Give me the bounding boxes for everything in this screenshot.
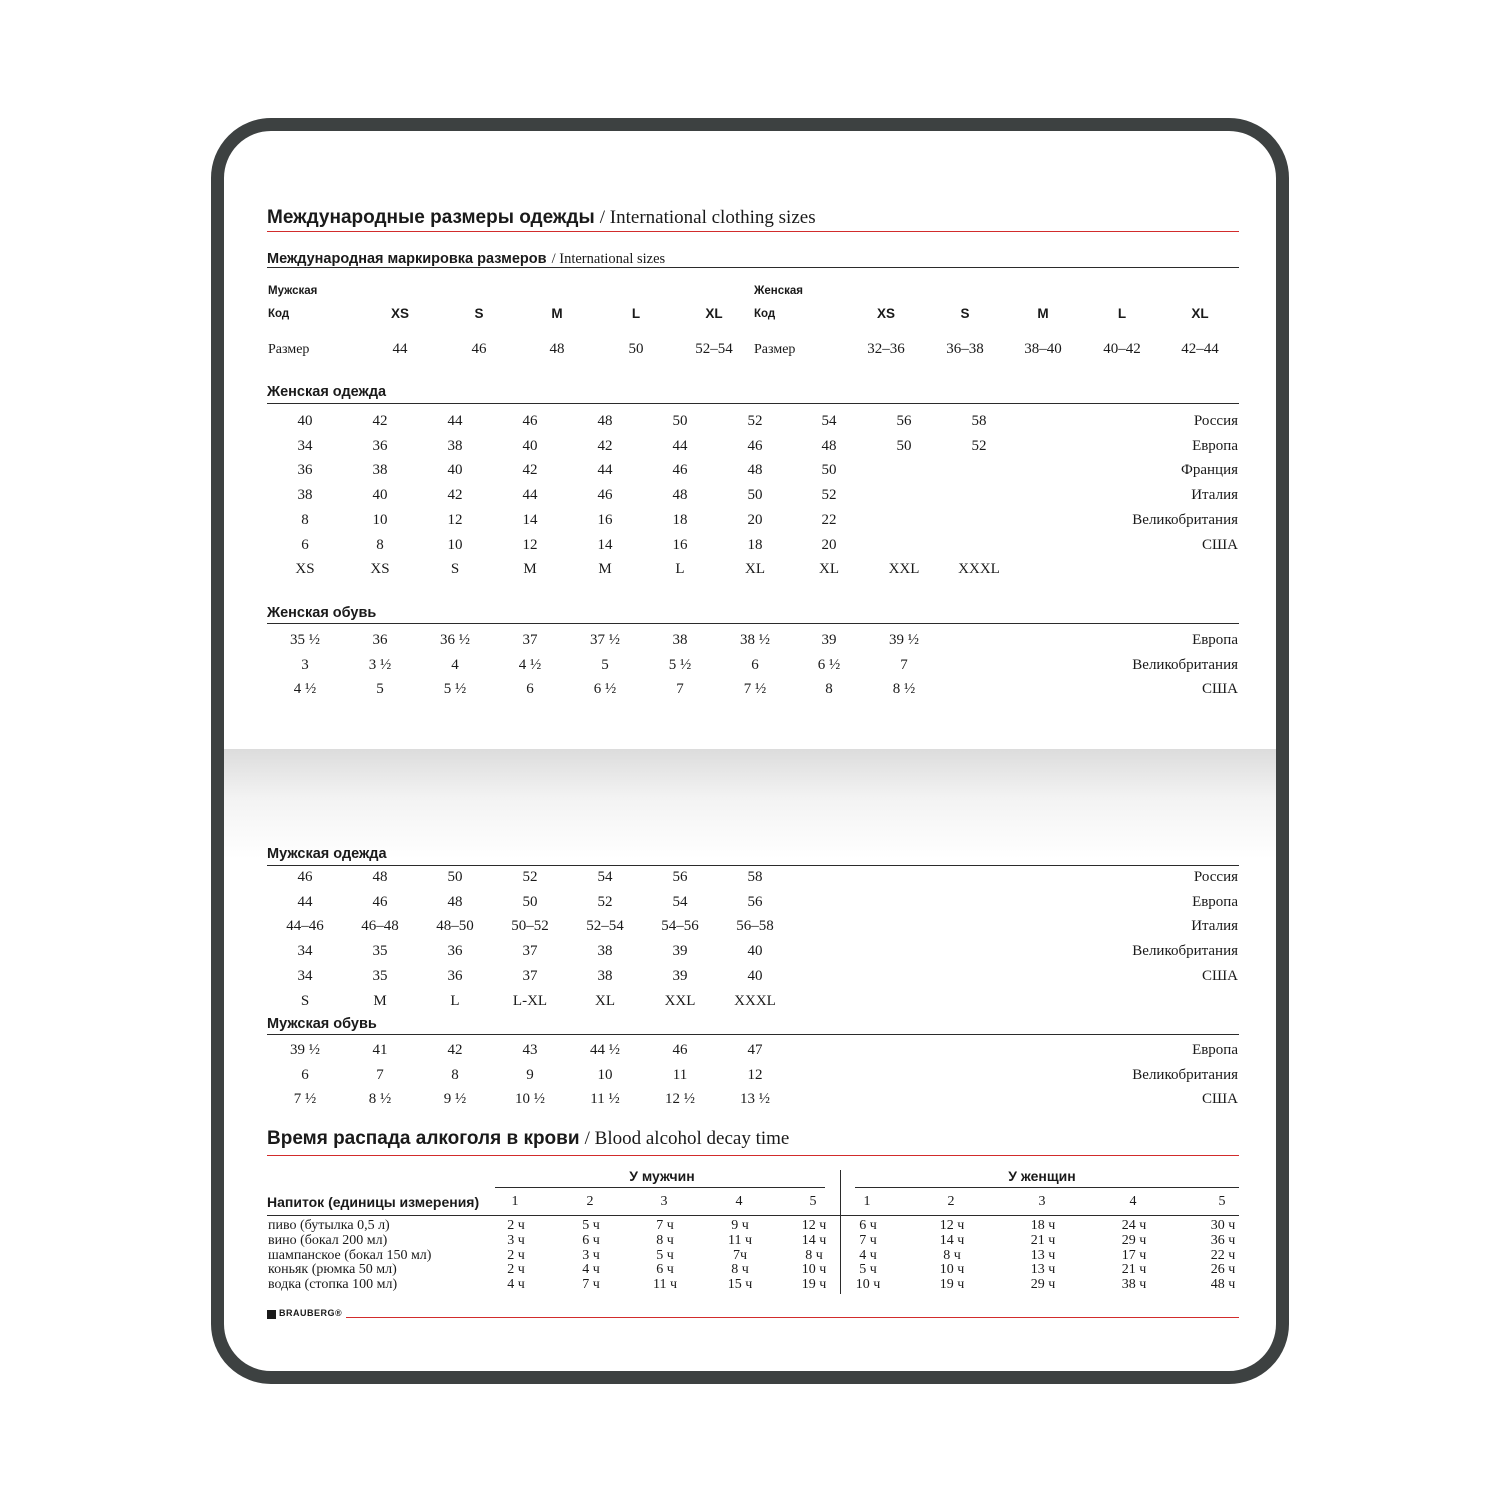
men-clothing-cell: L-XL [512,992,548,1009]
alcohol-women-cell: 10 ч [855,1277,881,1293]
intl-women-size: 32–36 [867,341,905,357]
women-shoes-cell: 3 ½ [368,656,392,673]
men-shoes-cell: 6 [301,1066,309,1083]
alcohol-drink-name: водка (стопка 100 мл) [268,1277,398,1293]
men-clothing-cell: 40 [747,943,763,960]
women-clothing-cell: 46 [597,487,613,504]
women-clothing-cell: 44 [672,437,688,454]
men-clothing-cell: 54 [597,869,613,885]
intl-men-size: 46 [471,341,487,357]
women-shoes-cell: 5 [601,656,609,673]
women-shoes-cell: 8 [825,681,833,698]
intl-women-size: 38–40 [1024,341,1062,357]
women-shoes-cell: 4 ½ [293,681,317,698]
men-clothing-cell: 44 [297,893,313,910]
alcohol-men-cell: 4 ч [582,1262,600,1278]
men-clothing-cell: 56 [747,893,763,910]
alcohol-men-cell: 4 ч [507,1277,525,1293]
men-clothing-cell: 50 [447,869,463,885]
alcohol-title-underline [267,1155,1239,1156]
alcohol-women-cell: 38 ч [1121,1277,1147,1293]
intl-women-code-label: Код [754,308,776,320]
women-clothing-cell: 6 [301,536,309,553]
women-shoes-cell: 4 [451,656,459,673]
alcohol-women-cell: 19 ч [939,1277,965,1293]
alcohol-men-cell: 14 ч [801,1232,827,1248]
men-shoes-cell: 46 [672,1042,688,1058]
alcohol-women-col-header: 3 [1038,1194,1046,1209]
women-clothing-cell: 36 [297,462,313,479]
alcohol-women-cell: 36 ч [1210,1232,1236,1248]
men-clothing-cell: 56 [672,869,688,885]
alcohol-men-col-header: 3 [660,1194,668,1209]
women-clothing-cell: 14 [597,536,613,553]
men-clothing-cell: 35 [372,943,388,960]
alcohol-men-label: У мужчин [629,1168,695,1184]
women-clothing-cell: XXXL [958,561,1000,578]
intl-women-label: Женская [754,285,803,297]
women-clothing-cell: 8 [376,536,384,553]
women-clothing-cell: 46 [522,413,538,429]
alcohol-drink-name: пиво (бутылка 0,5 л) [268,1218,390,1233]
women-clothing-country: Россия [1193,413,1238,429]
alcohol-men-col-header: 2 [586,1194,594,1209]
women-clothing-cell: 34 [297,437,313,454]
women-shoes-cell: 6 ½ [817,656,841,673]
alcohol-men-cell: 7ч [732,1247,748,1263]
page-title [267,207,816,229]
women-shoes-cell: 38 ½ [740,632,770,648]
intl-title-ru: Международная маркировка размеров [267,251,547,267]
title-en: / International clothing sizes [599,207,816,228]
alcohol-women-cell: 21 ч [1121,1262,1147,1278]
women-clothing-cell: 10 [372,511,388,528]
intl-women-size: 36–38 [946,341,984,357]
alcohol-women-cell: 30 ч [1210,1218,1236,1233]
intl-women-size: 40–42 [1103,341,1141,357]
men-shoes-cell: 11 ½ [590,1091,620,1108]
women-shoes-cell: 6 [751,656,759,673]
women-shoes-cell: 37 ½ [590,632,620,648]
men-clothing-country: Великобритания [1132,943,1238,960]
women-clothing-cell: 48 [747,462,763,479]
women-clothing-cell: 18 [672,511,688,528]
women-clothing-cell: 40 [447,462,463,479]
alcohol-men-cell: 8 ч [731,1262,749,1278]
men-clothing-cell: 58 [747,869,763,885]
women-shoes-cell: 37 [522,632,538,648]
alcohol-women-cell: 8 ч [943,1247,961,1263]
alcohol-drink-name: вино (бокал 200 мл) [268,1232,388,1248]
women-shoes-cell: 7 [900,656,908,673]
alcohol-men-cell: 11 ч [652,1277,678,1293]
alcohol-women-cell: 10 ч [939,1262,965,1278]
men-shoes-cell: 42 [447,1042,463,1058]
women-shoes-country: Великобритания [1132,656,1238,673]
men-shoes-cell: 41 [372,1042,388,1058]
men-clothing-cell: XXL [664,992,696,1009]
men-clothing-cell: 38 [597,967,613,984]
men-clothing-cell: 40 [747,967,763,984]
women-clothing-cell: 48 [821,437,837,454]
alcohol-men-cell: 5 ч [656,1247,674,1263]
alcohol-men-cell: 15 ч [727,1277,753,1293]
women-clothing-cell: XS [295,561,315,578]
intl-women-code: L [1117,306,1127,321]
men-shoes-cell: 44 ½ [590,1042,620,1058]
alcohol-women-col-header: 4 [1129,1194,1137,1209]
intl-title-en: / International sizes [551,251,666,267]
alcohol-women-cell: 26 ч [1210,1262,1236,1278]
women-shoes-cell: 6 ½ [593,681,617,698]
alcohol-men-rule [495,1187,825,1188]
alcohol-women-col-header: 1 [863,1194,871,1209]
intl-women-code: XL [1191,306,1209,321]
women-shoes-cell: 8 ½ [892,681,916,698]
alcohol-men-cell: 2 ч [507,1262,525,1278]
women-clothing-cell: 46 [747,437,763,454]
alcohol-drink-name: шампанское (бокал 150 мл) [268,1247,432,1263]
women-clothing-cell: 50 [747,487,763,504]
men-clothing-cell: 48–50 [436,918,474,935]
women-clothing-country: Европа [1192,437,1238,454]
women-clothing-cell: 16 [672,536,688,553]
intl-men-code: M [551,306,563,321]
alcohol-women-rule [855,1187,1239,1188]
men-shoes-cell: 43 [522,1042,538,1058]
men-shoes-title: Мужская обувь [267,1016,377,1032]
alcohol-women-cell: 6 ч [859,1218,877,1233]
women-clothing-cell: XL [819,561,839,578]
women-shoes-cell: 5 [376,681,384,698]
title-underline [267,231,1239,232]
alcohol-women-cell: 48 ч [1210,1277,1236,1293]
women-clothing-country: Великобритания [1132,511,1238,528]
women-clothing-cell: 44 [447,413,463,429]
women-clothing-cell: 42 [522,462,538,479]
men-clothing-title: Мужская одежда [267,846,387,862]
alcohol-women-cell: 18 ч [1030,1218,1056,1233]
women-clothing-country: США [1202,536,1238,553]
women-shoes-cell: 7 [676,681,684,698]
women-clothing-cell: M [523,561,537,578]
women-clothing-cell: 10 [447,536,463,553]
footer-rule [346,1317,1239,1318]
men-shoes-cell: 8 ½ [368,1091,392,1108]
men-shoes-cell: 7 ½ [293,1091,317,1108]
women-shoes-cell: 36 [372,632,388,648]
women-shoes-cell: 36 ½ [440,632,470,648]
women-shoes-cell: 7 ½ [743,681,767,698]
women-clothing-cell: 40 [372,487,388,504]
men-clothing-cell: 50 [522,893,538,910]
women-clothing-cell: S [450,561,460,578]
alcohol-men-cell: 7 ч [582,1277,600,1293]
women-clothing-cell: 38 [372,462,388,479]
alcohol-men-cell: 5 ч [582,1218,600,1233]
alcohol-women-cell: 13 ч [1030,1262,1056,1278]
alcohol-divider [840,1170,841,1294]
intl-title [267,248,665,268]
women-clothing-cell: 48 [597,413,613,429]
women-shoes-cell: 4 ½ [518,656,542,673]
women-clothing-cell: 50 [896,437,912,454]
women-shoes-cell: 38 [672,632,688,648]
alcohol-women-cell: 4 ч [859,1247,877,1263]
women-clothing-cell: M [598,561,612,578]
women-shoes-underline [267,623,1239,624]
alcohol-title-ru: Время распада алкоголя в крови [267,1128,580,1149]
women-shoes-cell: 5 ½ [443,681,467,698]
alcohol-title-en: / Blood alcohol decay time [584,1128,790,1149]
alcohol-women-cell: 24 ч [1121,1218,1147,1233]
brand-logo: BRAUBERG® [279,1308,343,1318]
women-clothing-cell: 56 [896,413,912,429]
men-shoes-cell: 13 ½ [740,1091,770,1108]
men-clothing-cell: M [373,992,387,1009]
men-clothing-country: Россия [1193,869,1238,885]
women-clothing-cell: XL [745,561,765,578]
men-shoes-country: Великобритания [1132,1066,1238,1083]
women-clothing-cell: 50 [672,413,688,429]
women-clothing-country: Франция [1181,462,1238,479]
men-clothing-cell: 35 [372,967,388,984]
women-clothing-cell: 16 [597,511,613,528]
men-clothing-cell: 52 [597,893,613,910]
women-clothing-title: Женская одежда [267,384,387,400]
men-clothing-cell: 38 [597,943,613,960]
women-shoes-cell: 35 ½ [290,632,320,648]
men-clothing-cell: 46 [372,893,388,910]
men-shoes-cell: 12 ½ [665,1091,695,1108]
women-clothing-cell: 58 [971,413,987,429]
intl-men-label: Мужская [268,285,318,297]
alcohol-women-label: У женщин [1008,1168,1076,1184]
intl-underline [267,267,1239,268]
men-clothing-cell: L [450,992,460,1009]
alcohol-header-rule [267,1215,1239,1216]
women-shoes-title: Женская обувь [267,605,377,621]
men-clothing-cell: 56–58 [736,918,774,935]
alcohol-women-cell: 14 ч [939,1232,965,1248]
men-clothing-country: США [1202,967,1238,984]
men-clothing-cell: 54 [672,893,688,910]
men-clothing-cell: 48 [447,893,463,910]
alcohol-women-col-header: 2 [947,1194,955,1209]
alcohol-women-cell: 29 ч [1121,1232,1147,1248]
women-clothing-cell: 54 [821,413,837,429]
women-clothing-cell: L [675,561,685,578]
intl-men-size-label: Размер [268,342,310,357]
women-clothing-cell: XXL [888,561,920,578]
men-clothing-country: Италия [1191,918,1238,935]
men-clothing-cell: 39 [672,967,688,984]
men-shoes-cell: 7 [376,1066,384,1083]
women-clothing-cell: XS [370,561,390,578]
men-clothing-cell: 36 [447,967,463,984]
men-shoes-cell: 11 [672,1066,688,1083]
title-ru: Международные размеры одежды [267,207,595,228]
men-clothing-cell: 34 [297,967,313,984]
alcohol-men-col-header: 4 [735,1194,743,1209]
alcohol-women-cell: 29 ч [1030,1277,1056,1293]
intl-women-code: XS [876,306,896,321]
women-clothing-cell: 12 [447,511,463,528]
women-clothing-cell: 18 [747,536,763,553]
brand-check-icon [267,1310,276,1319]
intl-men-size: 44 [392,341,408,357]
intl-men-code-label: Код [268,308,290,320]
women-shoes-cell: 5 ½ [668,656,692,673]
men-clothing-cell: 37 [522,967,538,984]
men-clothing-cell: S [300,992,310,1009]
men-clothing-cell: 48 [372,869,388,885]
men-shoes-cell: 10 ½ [515,1091,545,1108]
women-clothing-cell: 14 [522,511,538,528]
men-clothing-cell: XL [595,992,615,1009]
intl-women-size: 42–44 [1181,341,1219,357]
women-clothing-country: Италия [1191,487,1238,504]
women-clothing-cell: 44 [597,462,613,479]
alcohol-men-cell: 2 ч [507,1218,525,1233]
alcohol-women-col-header: 5 [1218,1194,1226,1209]
women-clothing-cell: 46 [672,462,688,479]
intl-men-code: L [631,306,641,321]
intl-men-code: XS [390,306,410,321]
intl-men-size: 52–54 [695,341,733,357]
men-clothing-cell: 44–46 [286,918,324,935]
men-clothing-cell: 52–54 [586,918,624,935]
men-shoes-cell: 12 [747,1066,763,1083]
men-clothing-country: Европа [1192,893,1238,910]
men-shoes-cell: 9 [526,1066,534,1083]
men-shoes-cell: 47 [747,1042,763,1058]
alcohol-women-cell: 13 ч [1030,1247,1056,1263]
men-clothing-cell: 46 [297,869,313,885]
alcohol-men-cell: 3 ч [582,1247,600,1263]
alcohol-drink-name: коньяк (рюмка 50 мл) [268,1262,397,1278]
men-clothing-cell: 46–48 [361,918,399,935]
alcohol-men-cell: 8 ч [656,1232,674,1248]
men-shoes-cell: 9 ½ [443,1091,467,1108]
men-shoes-cell: 10 [597,1066,613,1083]
women-clothing-cell: 42 [597,437,613,454]
men-clothing-cell: 34 [297,943,313,960]
women-clothing-cell: 48 [672,487,688,504]
intl-men-code: XL [705,306,723,321]
men-clothing-cell: 36 [447,943,463,960]
women-clothing-cell: 52 [821,487,837,504]
women-clothing-cell: 52 [747,413,763,429]
men-clothing-cell: XXXL [734,992,776,1009]
alcohol-title [267,1128,789,1150]
men-clothing-cell: 39 [672,943,688,960]
men-shoes-cell: 8 [451,1066,459,1083]
women-clothing-cell: 52 [971,437,987,454]
women-clothing-cell: 38 [297,487,313,504]
alcohol-men-cell: 2 ч [507,1247,525,1263]
women-shoes-cell: 6 [526,681,534,698]
page-fold-shadow [224,749,1276,859]
alcohol-women-cell: 7 ч [859,1232,877,1248]
men-clothing-underline [267,865,1239,866]
alcohol-men-cell: 6 ч [582,1232,600,1248]
alcohol-men-cell: 9 ч [731,1218,749,1233]
women-clothing-cell: 38 [447,437,463,454]
alcohol-men-cell: 12 ч [801,1218,827,1233]
intl-women-code: M [1037,306,1049,321]
alcohol-men-cell: 10 ч [801,1262,827,1278]
alcohol-women-cell: 17 ч [1121,1247,1147,1263]
women-shoes-country: Европа [1192,632,1238,648]
women-clothing-cell: 40 [522,437,538,454]
men-clothing-cell: 54–56 [661,918,699,935]
women-clothing-underline [267,403,1239,404]
alcohol-men-cell: 3 ч [507,1232,525,1248]
intl-men-size: 48 [549,341,565,357]
intl-women-size-label: Размер [754,342,796,357]
men-clothing-cell: 50–52 [511,918,549,935]
women-clothing-cell: 40 [297,413,313,429]
alcohol-men-cell: 11 ч [727,1232,753,1248]
men-clothing-cell: 37 [522,943,538,960]
alcohol-men-cell: 19 ч [801,1277,827,1293]
men-shoes-country: США [1202,1091,1238,1108]
women-clothing-cell: 50 [821,462,837,479]
women-shoes-cell: 39 [821,632,837,648]
women-clothing-cell: 42 [447,487,463,504]
alcohol-men-cell: 6 ч [656,1262,674,1278]
alcohol-men-cell: 8 ч [805,1247,823,1263]
women-clothing-cell: 8 [301,511,309,528]
men-shoes-underline [267,1034,1239,1035]
alcohol-men-col-header: 1 [511,1194,519,1209]
women-clothing-cell: 36 [372,437,388,454]
men-shoes-cell: 39 ½ [290,1042,320,1058]
alcohol-women-cell: 5 ч [859,1262,877,1278]
women-clothing-cell: 42 [372,413,388,429]
alcohol-women-cell: 22 ч [1210,1247,1236,1263]
women-clothing-cell: 20 [821,536,837,553]
alcohol-men-col-header: 5 [809,1194,817,1209]
intl-men-size: 50 [628,341,644,357]
alcohol-men-cell: 7 ч [656,1218,674,1233]
women-clothing-cell: 22 [821,511,837,528]
alcohol-women-cell: 12 ч [939,1218,965,1233]
men-shoes-country: Европа [1192,1042,1238,1058]
alcohol-women-cell: 21 ч [1030,1232,1056,1248]
intl-women-code: S [960,306,970,321]
women-clothing-cell: 44 [522,487,538,504]
women-shoes-cell: 39 ½ [889,632,919,648]
women-shoes-cell: 3 [301,656,309,673]
intl-men-code: S [474,306,484,321]
women-clothing-cell: 20 [747,511,763,528]
men-clothing-cell: 52 [522,869,538,885]
alcohol-drink-header: Напиток (единицы измерения) [267,1194,480,1210]
women-clothing-cell: 12 [522,536,538,553]
women-shoes-country: США [1202,681,1238,698]
